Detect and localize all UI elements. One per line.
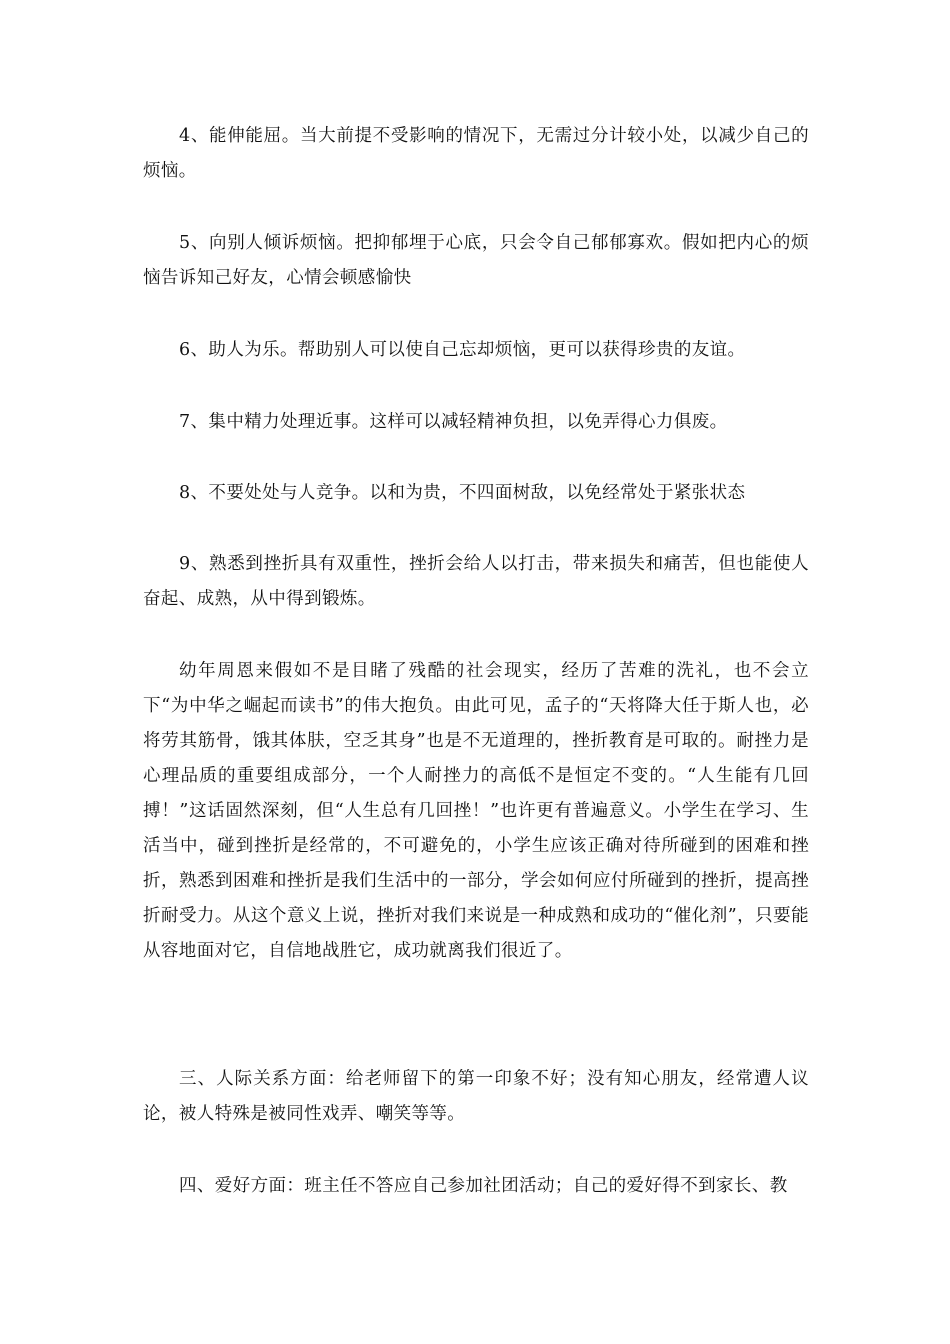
paragraph-item-9: 9、熟悉到挫折具有双重性，挫折会给人以打击，带来损失和痛苦，但也能使人奋起、成熟，从中得到锻炼。 xyxy=(143,554,809,609)
paragraph-item-8: 8、不要处处与人竞争。以和为贵，不四面树敌，以免经常处于紧张状态 xyxy=(179,483,746,503)
paragraph-section-four: 四、爱好方面：班主任不答应自己参加社团活动；自己的爱好得不到家长、教 xyxy=(179,1176,788,1196)
paragraph-item-6: 6、助人为乐。帮助别人可以使自己忘却烦恼，更可以获得珍贵的友谊。 xyxy=(179,340,746,360)
paragraph-zhou-enlai: 幼年周恩来假如不是目睹了残酷的社会现实，经历了苦难的洗礼，也不会立下“为中华之崛起而读书”的伟大抱负。由此可见，孟子的“天将降大任于斯人也，必将劳其筋骨，饿其体肤，空乏其身”也是不无道理的，挫折教育是可取的。耐挫力是心理品质的重要组成部分，一个人耐挫力的高低不是恒定不变的。“人生能有几回搏！”这话固然深刻，但“人生总有几回挫！”也许更有普遍意义。小学生在学习、生活当中，碰到挫折是经常的，不可避免的，小学生应该正确对待所碰到的困难和挫折，熟悉到困难和挫折是我们生活中的一部分，学会如何应付所碰到的挫折，提高挫折耐受力。从这个意义上说，挫折对我们来说是一种成熟和成功的“催化剂”，只要能从容地面对它，自信地战胜它，成功就离我们很近了。 xyxy=(143,661,809,961)
paragraph-item-4: 4、能伸能屈。当大前提不受影响的情况下，无需过分计较小处，以减少自己的烦恼。 xyxy=(143,126,809,181)
paragraph-section-three: 三、人际关系方面：给老师留下的第一印象不好；没有知心朋友，经常遭人议论，被人特殊是被同性戏弄、嘲笑等等。 xyxy=(143,1069,809,1124)
paragraph-item-7: 7、集中精力处理近事。这样可以减轻精神负担，以免弄得心力俱废。 xyxy=(179,412,728,432)
paragraph-item-5: 5、向别人倾诉烦恼。把抑郁埋于心底，只会令自己郁郁寡欢。假如把内心的烦恼告诉知己好友，心情会顿感愉快 xyxy=(143,233,809,288)
